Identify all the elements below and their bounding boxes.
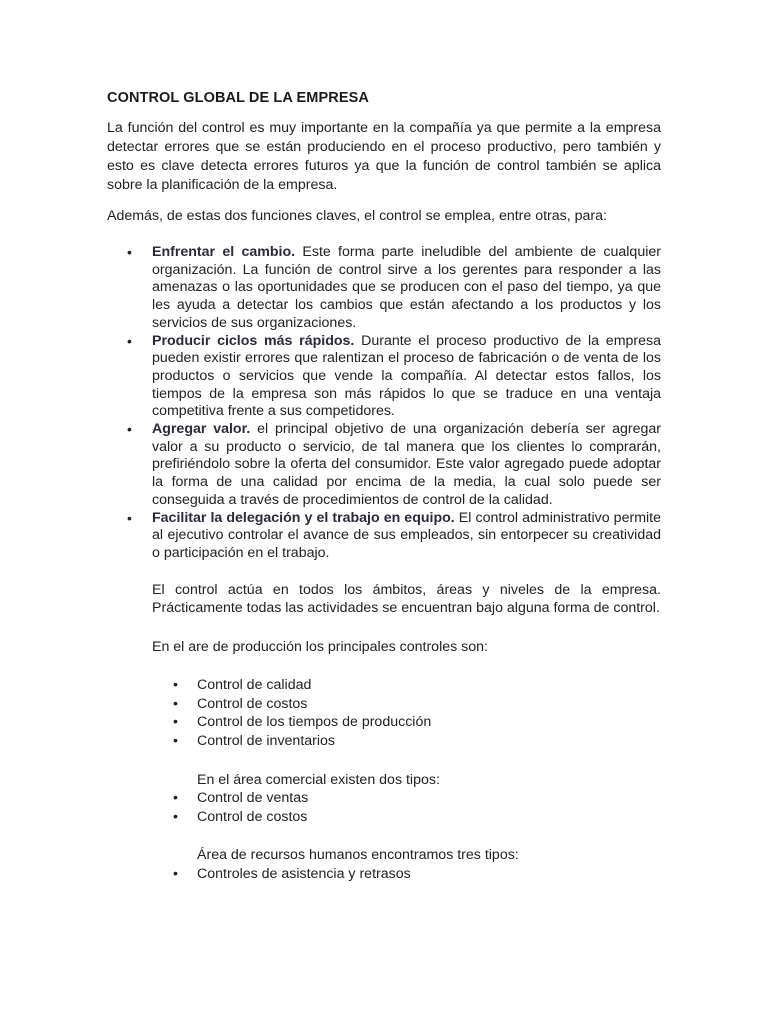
item-text: Este forma parte ineludible del ambiente de cualquier organización. La función de control sirve a los gerentes para responder a las amenazas o las oportunidades que se producen con el paso del tiempo, ya que les ayuda a detectar los cambios que están afectando a los productos y los servicios de sus organizaciones.	[152, 244, 661, 331]
bullet-icon: •	[173, 808, 178, 825]
list-item	[107, 510, 661, 563]
item-keyword: Agregar valor.	[152, 421, 251, 438]
document-title: CONTROL GLOBAL DE LA EMPRESA	[107, 90, 369, 106]
commercial-intro: En el área comercial existen dos tipos:	[197, 771, 440, 788]
hr-intro: Área de recursos humanos encontramos tres tipos:	[197, 847, 519, 864]
list-item-label: Control de ventas	[197, 790, 309, 807]
intro-highlight: La función del control es muy importante	[107, 120, 369, 136]
list-item	[152, 789, 661, 808]
bullet-icon: •	[173, 677, 178, 694]
bullet-icon: •	[173, 790, 178, 807]
bullet-icon: •	[173, 714, 178, 731]
list-item-label: Control de calidad	[197, 677, 312, 694]
list-item	[152, 713, 661, 732]
purpose-list	[107, 244, 661, 563]
item-keyword: Producir ciclos más rápidos.	[152, 332, 355, 349]
item-text: Durante el proceso productivo de la empresa pueden existir errores que ralentizan el proceso de fabricación o de venta de los productos o servicios que vende la compañía. Al detectar estos fallos, los tiempos de la empresa son más rápidos lo que se traduce en una ventaja competitiva frente a sus competidores.	[152, 332, 661, 420]
bullet-icon: •	[173, 732, 178, 749]
item-text: El control administrativo permite al ejecutivo controlar el avance de sus empleados, sin entorpecer su creatividad o participación en el trabajo.	[152, 509, 661, 561]
list-item-label: Control de costos	[197, 695, 308, 712]
list-item	[152, 865, 661, 884]
bullet-icon: •	[173, 695, 178, 712]
scope-paragraph: El control actúa en todos los ámbitos, áreas y niveles de la empresa. Prácticamente todas las actividades se encuentran bajo alguna forma de control.	[152, 581, 661, 617]
intro-text: en la compañía ya que permite a la empresa detectar errores que se están produciendo en el proceso productivo, pero también y esto es clave detecta errores futuros ya que la función de control también se aplica sobre la planificación de la empresa.	[107, 120, 661, 193]
intro-paragraph	[107, 119, 661, 195]
list-item-label: Control de costos	[197, 808, 308, 825]
hr-controls-list	[107, 865, 661, 884]
bullet-icon: •	[173, 865, 178, 882]
production-controls-list	[107, 676, 661, 750]
list-item	[107, 421, 661, 510]
bullet-icon: •	[127, 244, 132, 260]
bullet-icon: •	[127, 421, 132, 438]
production-intro-block	[107, 638, 661, 657]
scope-block	[107, 581, 661, 618]
list-item	[107, 333, 661, 422]
list-item	[152, 695, 661, 714]
item-text: el principal objetivo de una organización debería ser agregar valor a su producto o servicio, de tal manera que los clientes lo comprarán, prefiriéndolo sobre la oferta del consumidor. Este valor agregado puede adoptar la forma de una calidad por encima de la media, la cual solo puede ser conseguida a través de procedimientos de control de la calidad.	[152, 421, 661, 508]
item-keyword: Enfrentar el cambio.	[152, 244, 296, 260]
commercial-controls-list	[107, 789, 661, 826]
lead-paragraph: Además, de estas dos funciones claves, el control se emplea, entre otras, para:	[107, 208, 607, 224]
list-item-label: Controles de asistencia y retrasos	[197, 865, 411, 882]
document-body	[107, 90, 661, 884]
production-intro: En el are de producción los principales controles son:	[152, 638, 488, 655]
list-item	[152, 732, 661, 751]
list-item	[152, 808, 661, 827]
list-item-label: Control de inventarios	[197, 732, 336, 749]
list-item	[107, 244, 661, 333]
bullet-icon: •	[127, 509, 132, 526]
list-item	[152, 676, 661, 695]
list-item-label: Control de los tiempos de producción	[197, 714, 432, 731]
item-keyword: Facilitar la delegación y el trabajo en equipo.	[152, 509, 455, 526]
bullet-icon: •	[127, 332, 132, 349]
